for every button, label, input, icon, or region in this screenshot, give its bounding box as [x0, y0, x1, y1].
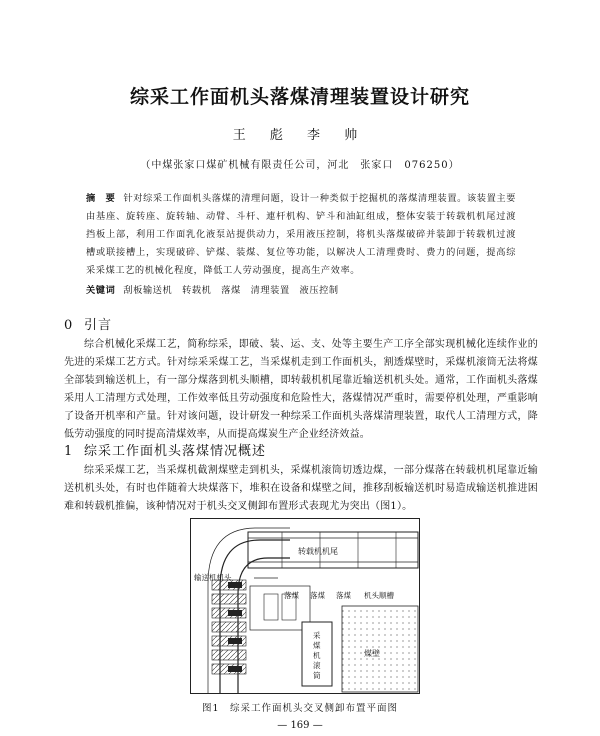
figure-1-diagram: [190, 518, 420, 694]
label-shearer-drum-ch2: 煤: [313, 641, 321, 650]
label-shearer-drum-ch3: 机: [313, 651, 321, 660]
section-number: 1: [64, 444, 74, 459]
keywords-text: 刮板输送机 转载机 落煤 清理装置 液压控制: [123, 285, 339, 296]
authors: 王 彪 李 帅: [232, 128, 368, 143]
label-head-trough: 机头顺槽: [364, 591, 394, 600]
section-body-0: 综合机械化采煤工艺，简称综采，即破、装、运、支、处等主要生产工序全部实现机械化连续作业的先进的采煤工艺方式。针对综采采煤工艺，当采煤机走到工作面机头，割透煤壁时，采煤机滚筒无法将煤全部装到输送机上，有一部分煤落到机头顺槽，即转载机机尾靠近输送机机头处。通常，工作面机头落煤采用人工清理方式处理，工作效率低且劳动强度和危险性大，落煤情况严重时，需要停机处理，严重影响了设备开机率和产量。针对该问题，设计研发一种综采工作面机头落煤清理装置，取代人工清理方式，降低劳动强度的同时提高清煤效率，从而提高煤炭生产企业经济效益。: [64, 339, 538, 440]
section-heading-0: [64, 314, 112, 333]
keywords-label: 关键词: [86, 285, 116, 296]
label-transfer-tail: 转载机机尾: [298, 547, 338, 556]
label-coal-wall: 煤壁: [364, 649, 380, 658]
abstract-label: 摘 要: [86, 193, 116, 204]
keywords: [86, 282, 516, 300]
section-title: 综采工作面机头落煤情况概述: [84, 444, 267, 459]
tail-trough-area: [250, 586, 310, 630]
label-fall-2: 落煤: [310, 591, 325, 600]
page-number: — 169 —: [277, 720, 323, 731]
affiliation: （中煤张家口煤矿机械有限责任公司，河北 张家口 076250）: [140, 160, 460, 171]
abstract-text: 针对综采工作面机头落煤的清理问题，设计一种类似于挖掘机的落煤清理装置。该装置主要由基座、旋转座、旋转轴、动臂、斗杆、連杆机构、铲斗和油缸组成，整体安装于转载机机尾过渡挡板上部，利用工作面乳化液泵站提供动力，采用液压控制，将机头落煤破碎并装卸于转载机过渡槽或联接槽上，实现破碎、铲煤、装煤、复位等功能，以解决人工清理费时、费力的问题，提高综采采煤工艺的机械化程度，降低工人劳动强度，提高生产效率。: [86, 193, 516, 276]
section-number: 0: [64, 318, 74, 333]
section-title: 引言: [84, 318, 113, 333]
figure-caption: 图1 综采工作面机头交叉侧卸布置平面图: [201, 703, 399, 714]
label-shearer-drum-ch4: 滚: [313, 661, 321, 670]
label-shearer-drum-ch1: 采: [313, 631, 321, 640]
section-heading-1: [64, 440, 266, 459]
label-fall-3: 落煤: [336, 591, 351, 600]
coal-wall-area: [342, 606, 418, 692]
label-shearer-drum-ch5: 筒: [313, 671, 321, 680]
abstract: [86, 190, 516, 280]
paper-title: 综采工作面机头落煤清理装置设计研究: [129, 86, 470, 108]
chain-links: [212, 580, 246, 674]
label-fall-1: 落煤: [284, 591, 299, 600]
section-body-1: 综采采煤工艺，当采煤机截割煤壁走到机头，采煤机滚筒切透边煤，一部分煤落在转载机机尾靠近输送机机头处，有时也伴随着大块煤落下，堆积在设备和煤壁之间，推移刮板输送机时易造成输送机推进困难和转载机推偏，该种情况对于机头交叉侧卸布置形式表现尤为突出（图1）。: [64, 465, 538, 512]
label-conveyor-head: 输送机机头: [194, 573, 232, 582]
